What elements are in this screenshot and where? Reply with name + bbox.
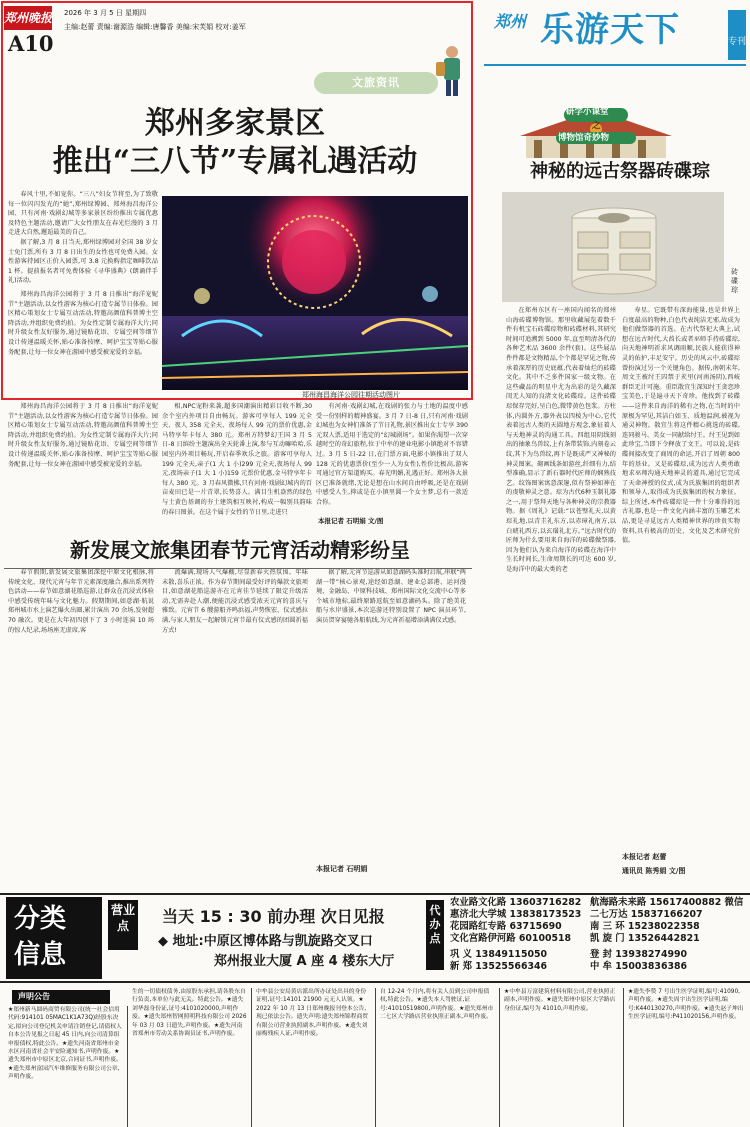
banner-line-3: 博物馆奇妙物 xyxy=(558,133,610,143)
article-column-1c xyxy=(8,402,158,520)
phone-entry: 二七万达 15837166207 xyxy=(590,909,703,920)
ad-deadline: 当天 15 : 30 前办理 次日见报 xyxy=(162,907,385,926)
phone-entry: 凯 旋 门 13526442821 xyxy=(590,933,700,944)
museum-banner-illustration xyxy=(520,104,730,164)
agency-tag: 代办点 xyxy=(426,900,444,970)
special-issue-tag: 专刊 xyxy=(728,10,746,60)
header-rule xyxy=(484,64,746,66)
classified-column: 自 12-24 个月内,将有关人员到公司申报债权,特此公告。★遗失本人驾驶证,证号:41010519800,声明作废。★遗失郑州市二七区大学路店营业执照正副本,声明作废。 xyxy=(376,988,500,1127)
banner-line-2: 之 xyxy=(592,121,601,131)
article-column-3 xyxy=(162,402,312,526)
banner-line-1: 研学小课堂 xyxy=(566,107,609,117)
right-article-column-1 xyxy=(506,306,616,882)
phone-entry: 巩 义 13849115050 xyxy=(450,949,548,960)
agency-phone-list xyxy=(450,897,746,973)
ad-address-line-2: 郑州报业大厦 A 座 4 楼东大厅 xyxy=(214,954,395,969)
jade-cong-photo xyxy=(502,192,724,302)
second-byline: 本报记者 石明娟 xyxy=(316,865,368,873)
classified-column: ★郑州新马圆码商贸有限公司(统一社会信用代码:914101 05MAC1K1A73Q)经股东决定,拟向公司登记机关申请注销登记,请债权人自本公告见报之日起 45 日内,向公司清算组申报债权,特此公告。★遗失河南省郑州市金水区河南省社会平安险通知书,声明作废。★遗失郑州市中原区北京,合同证书,声明作废。★遗失郑州富园汽车维修服务有限公司公章,声明作废。 xyxy=(4,1006,128,1127)
phone-entry: 航海路未来路 15617400882 微信 xyxy=(590,897,744,908)
photo-caption: 郑州海昌海洋公园往期活动图片 xyxy=(302,391,400,399)
right-byline-2: 通讯员 陈秀娟 文/图 xyxy=(622,867,686,875)
right-article-column-2 xyxy=(622,306,740,846)
section-banner: 文旅资讯 xyxy=(314,72,438,94)
section-title: 乐游天下 xyxy=(540,10,680,50)
section-city-script: 郑州 xyxy=(494,12,527,31)
phone-entry: 惠济北大学城 13838173523 xyxy=(450,909,582,920)
right-byline-1: 本报记者 赵蕾 xyxy=(622,853,667,861)
second-article-column-3 xyxy=(316,568,466,858)
classified-logo-line-1: 分类 xyxy=(14,904,67,934)
body-column-4: 有河南·戏剧幻城,在戏剧的张力与土地的温度中感受一份别样的精神盛宴。3 月 7 日-8 日,只有河南·戏剧幻城也为女神们准备了节日礼物,景区推出女士专享 390 元双人票,适用于选定的“幻城剧场”。如果你渴望一次穿越时空的奇幻旅程,位于中牟的建业电影小镇绝对不容错过。3 月 5 日-22 日,在门票方面,电影小镇推出了双人 128 元的优惠票价(至少一人为女性),性价比极高,游客可通过官方渠道购买。春光明媚,礼遇正好。郑州各大景区已准备就绪,无论是想在山水间自由呼吸,还是在戏剧中感受人生,抑或是在小镇里圆一个女主梦,总有一款适合你。 xyxy=(316,403,468,506)
classified-logo xyxy=(6,897,102,979)
right-body-2: 寿星。它既带有深海能量,也是世界上白度最高的物种,白色代表纯洁无邪,故成为他们做祭器的首选。在古代祭祀大典上,试想在远古时代,大酋长或者巫师手持砖碟琮,向天地神明祈求风调雨顺,民族人能获得神灵的佑护,丰足安宁。历史的风云中,砖碟琮曾扮演过另一个关键角色。据传,南朝末年,周文王被纣王囚禁于羑里(河南汤阴),西岐群臣无计可施。重臣散宜生深知纣王贪恋珍宝美色,于是遍寻天下奇珍。他找到了砖碟——这件来自海洋的稀有之物,在当时的中原极为罕见,其洁白如玉、质地温润,被视为通灵神物。散宜生将这件精心挑选的砖碟,连同骏马、美女一同献给纣王。纣王见到如此珍宝,当即下令释放了文王。可以说,是砖碟间接改变了商周的命运,开启了周朝 800 年的基业。又是砖碟琮,成为远古人类勇敢地求巫师沟通天地神灵的道具,通过它完成了天命神授的仪式,成为氏族集团的组织者和领导人,取得成为氏族集团的权力象征。综上所述,本件砖碟琮是一件十分难得的远古礼器,也是一件文化内涵丰富的玉雕艺术品,更是寻觅远古人类精神世界的珍贵实物资料,具有极高的历史、文化及艺术研究价值。 xyxy=(622,307,740,545)
phone-entry: 新 郑 13525566346 xyxy=(450,961,548,972)
main-byline: 本报记者 石明娟 文/图 xyxy=(318,517,384,525)
second-article-column-1 xyxy=(8,568,154,878)
second-body-3: 据了解,元宵节巡游从如意湖码头准时启航,串联“两湖一带”核心景观,途经如意湖、建业总部港、运河漫境、金融岛、中原科技城、郑州国际文化交流中心等多个城市地标,最终原路返航至如意湖码头。除了绝美花船与水岸盛景,本次巡游还特别设置了 NPC 演员环节,演员贺穿宴驰各船航线,为元宵祈福增添满满仪式感。 xyxy=(316,569,466,624)
phone-entry: 花园路红专路 63715690 xyxy=(450,921,562,932)
editor-credits: 主编:赵蕾 责编:谢源浩 编辑:唐馨香 美编:宋芙娟 校对:姜军 xyxy=(64,23,246,31)
right-article-title: 神秘的远古祭器砖碟琮 xyxy=(530,161,710,182)
second-body-1: 春节假期,新发展文旅集团深挖中原文化根脉,将传统文化、现代元宵与年节元素深度融合,推出系列特色活动——春节如意湖花船巡游,让群众在沉浸式体验中感受传统年味与文化魅力。假期期间,如意湖·航说郑州城市水上演艺爆火出圈,累计演出 70 余场,发射超 70 融次。更是在大年初四创下了 3 小时连演 10 场的惊人纪录,场场座无虚席,客 xyxy=(8,569,154,634)
right-body-1: 在郑州东区有一座国内闻名的郑州山海砖碟博物馆。那里收藏展览着数千件有机宝石砖碟琮物和砖碟材料,其研究时间可追溯到 5000 年,直至明清各代的各种艺术品 3600 余件(套)。这些展品件件都是文物精品,个个都是罕见之物,传承着深厚的历史底蕴,代表着灿烂的砖碟文化。其中不乏多件国家一级文物。在这些藏品的明星中尤为出彩的是久藏深闺无人知的良渚文化砖碟琮。这件砖碟琮保存完好,呈白色,微带黄色包浆。方柱体,内圆外方,器外表以四棱为中心,它代表着远古人类的天圆地方观念,象征着人与天地神灵的沟通工具。四组用阴线刻出的抽象鸟兽纹,上有条带装饰,内刻卷云纹,其下为鸟兽纹,再下是既成严又神秘的神灵图案。砌画线条如游丝,纤细有力,结型准确,显示了新石器时代匠师的娴熟技艺。纹饰图案寓意深邃,似有祭神如神在的虔敬神灵之意。琮为古代6种玉制礼器之一,用于祭拜天地与各种神灵的宗教器物。据《周礼》记载:“以苍璧礼天,以黄琮礼地,以青圭礼东方,以赤璋礼南方,以白琥礼西方,以玄璜礼北方。”远古时代的匠师为什么要用来自海洋的砖碟做祭器,因为他们认为来自海洋的砖碟在海洋中生长时间长,生命周期长的可达 600 岁,是海洋中的最大类的老 xyxy=(506,307,616,574)
jade-caption: 砖碟琮 xyxy=(731,268,738,294)
classified-column: 中牟县公安局黄店派出所办证处出具的身份证明,证号:14101 21900 元无人认领。★ 2022 年 10 月 13 日郑州晚报刊登本公告,现已依法公告。遗失声明:遗失郑州锦程商贸有限公司营业执照副本,声明作废。★遗失刘丽梅残疾人证,声明作废。 xyxy=(252,988,376,1127)
phone-entry: 农业路文化路 13603716282 xyxy=(450,897,582,908)
page-number: A10 xyxy=(8,31,54,56)
lead-paragraph: 春风十里,不如宠你。“三八”妇女节将至,为了致敬每一位闪闪发光的“她”,郑州绿博园、郑州海昌海洋公园、只有河南·戏剧幻城等多家景区纷纷推出专属优惠及特色主题活动,邀请广大女性朋友在春光烂漫的 3 月走进大自然,邂逅最美的自己。 xyxy=(8,191,158,237)
phone-entry: 中 牟 15003836386 xyxy=(590,961,688,972)
body-column-3: 相,NPC宠粉来袭,超多国潮演出精彩目收不断,30 余个室内外项目自由畅玩。游客可享每人 199 元全天、夜人 358 元全天、夜场每人 99 元的票价优惠,金马特享年卡每人 380 元。郑州方特梦幻王国 3 月 5 日-8 日缤纷主题演出全天轮番上演,参与互动嘛哈哈,乐园室内外项目畅玩,开启春季欢乐之旅。游客可享每人 199 元全天,亲子(1 大 1 小)299 元全天,夜场每人 99 元,夜场亲子(1 大 1 小)159 元票价优惠,金马特享年卡每人 380 元。3 月春风微拂,只有河南·戏剧幻城内的百亩麦田已是一片青翠,长势喜人。满目生机盎然的绿色与土黄色基调的夯土建筑相互映衬,构成一幅别具韵味的春日图景。在这个属于女性的节日里,走进只 xyxy=(162,403,312,516)
phone-entry: 登 封 13938274990 xyxy=(590,949,688,960)
headline-line-2: 推出“三八节”专属礼遇活动 xyxy=(52,144,418,179)
night-light-show-photo xyxy=(162,196,468,390)
article-column-1b xyxy=(8,290,158,398)
article-column-4 xyxy=(316,402,468,514)
second-article-title: 新发展文旅集团春节元宵活动精彩纷呈 xyxy=(70,538,410,562)
classified-logo-line-2: 信息 xyxy=(14,940,67,970)
body-paragraph-2: 据了解,3 月 8 日当天,郑州绿博园对全国 38 岁女士免门票,所有 3 月 8 日出生的女性也可免费入园。女性游客持园区正价入园票,可 3.8 元换购指定咖啡饮品 1 杯。提前报名者可免费体验《寻华盛典》(朗诵伴手礼)活动。 xyxy=(8,238,158,285)
ad-address-line-1: ◆ 地址:中原区博体路与凯旋路交叉口 xyxy=(158,934,373,949)
phone-entry: 文化宫路伊河路 60100518 xyxy=(450,933,572,944)
newspaper-logo: 郑州晚报 xyxy=(4,6,52,30)
section-divider xyxy=(4,568,472,569)
classified-column: 生的一切债权债务,由原股东承担,请各股东自行负责,本单位与此无关。特此公告。★遗失刘华磊身份证,证号:4101020000,声明作废。★遗失郑州智网照明科技有限公司 2026 年 03 月 03 日遗失,声明作废。★遗失河南省郑州市劳动关系协调员证书,声明作废。 xyxy=(128,988,252,1127)
traveler-illustration-icon xyxy=(436,44,466,98)
notice-header: 声明公告 xyxy=(12,990,110,1004)
second-body-2: 流爆满,现场人气爆棚,尽显新春火热氛围。年味未散,喜乐正浓。作为春节期间最受好评的爆款文旅项目,如意湖花船巡游亦在元宵佳节延续了限定升级活动,无需奔赴人潮,便能沉浸式感受浓天元宵的喜庆与雅致。元宵节 6 艘游船齐鸣浜福,声势恢宏、仪式感拉满,与家人朋友一起解锁元宵节最有仪式感的团圆祈福方式! xyxy=(162,569,308,634)
classified-column: ★遗失李赞 7 号出生医学证明,编号:41090,声明作废。★遗失周宇出生医学证明,编号:K440130270,声明作废。★遗失赵子坤出生医学证明,编号:P411020156,声明作废。 xyxy=(628,989,744,1021)
date-line: 2026 年 3 月 5 日 星期四 xyxy=(64,9,147,17)
business-office-tag: 营业点 xyxy=(108,900,138,950)
classified-column: ★中牟县万富建筑材料有限公司,营业执照正副本,声明作废。★遗失郑州中原区大学路店身份证,编号为 41010,声明作废。 xyxy=(500,988,624,1127)
body-paragraph-3-cont: 郑州海昌海洋公园将于 3 月 8 日推出“海洋宠妮节”主题活动,以女性游客为核心打造专属节日体验。园区精心策划女士专属互动活动,特邀高颜值科普博主空降活动,并组织免费约拍。为女性定制专属海洋大片;同时升级女性友好服务,通过镜贴花语、专属空间等细节设计传递温暖关怀,贴心准备按摩、呵护宝宝等贴心服务配套,让每一位女神在游园中感受被宠爱的幸福。 xyxy=(8,403,158,468)
second-article-column-2 xyxy=(162,568,308,878)
body-paragraph-3: 郑州海昌海洋公园将于 3 月 8 日推出“海洋宠妮节”主题活动,以女性游客为核心打造专属节日体验。园区精心策划女士专属互动活动,特邀高颜值科普博主空降活动,并组织免费约拍。为女性定制专属海洋大片;同时升级女性友好服务,通过镜贴花语、专属空间等细节设计传递温暖关怀,贴心准备按摩、呵护宝宝等贴心服务配套,让每一位女神在游园中感受被宠爱的幸福。 xyxy=(8,291,158,356)
headline-line-1: 郑州多家景区 xyxy=(145,106,325,141)
phone-entry: 南 三 环 15238022358 xyxy=(590,921,700,932)
